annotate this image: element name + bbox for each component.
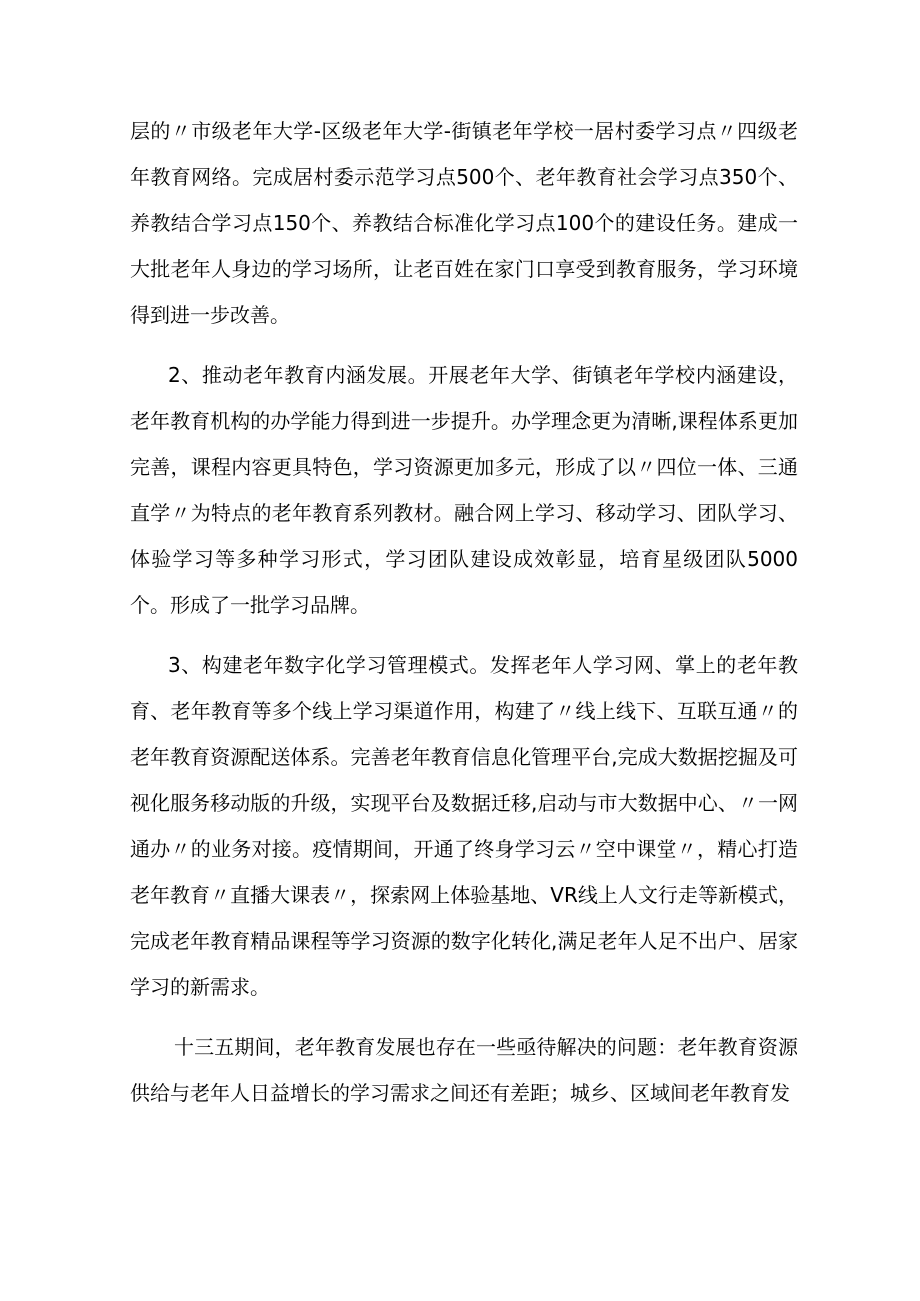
paragraph-network-intro: 层的〃市级老年大学-区级老年大学-街镇老年学校一居村委学习点〃四级老年教育网络。完成居村委示范学习点500个、老年教育社会学习点350个、养教结合学习点150个、养教结合标准化学习点100个的建设任务。建成一大批老年人身边的学习场所，让老百姓在家门口享受到教育服务，学习环境得到进一步改善。 xyxy=(130,119,798,327)
document-body xyxy=(130,108,798,1130)
paragraph-connotation-development: 2、推动老年教育内涵发展。开展老年大学、街镇老年学校内涵建设，老年教育机构的办学能力得到进一步提升。办学理念更为清晰,课程体系更加完善，课程内容更具特色，学习资源更加多元，形成了以〃四位一体、三通直学〃为特点的老年教育系列教材。融合网上学习、移动学习、团队学习、体验学习等多种学习形式，学习团队建设成效彰显，培育星级团队5000个。形成了一批学习品牌。 xyxy=(130,363,798,617)
paragraph-problems: 十三五期间，老年教育发展也存在一些亟待解决的问题：老年教育资源供给与老年人日益增长的学习需求之间还有差距；城乡、区域间老年教育发 xyxy=(130,1035,798,1105)
paragraph-digital-learning: 3、构建老年数字化学习管理模式。发挥老年人学习网、掌上的老年教育、老年教育等多个线上学习渠道作用，构建了〃线上线下、互联互通〃的老年教育资源配送体系。完善老年教育信息化管理平台,完成大数据挖掘及可视化服务移动版的升级，实现平台及数据迁移,启动与市大数据中心、〃一网通办〃的业务对接。疫情期间，开通了终身学习云〃空中课堂〃，精心打造老年教育〃直播大课表〃，探索网上体验基地、VR线上人文行走等新模式，完成老年教育精品课程等学习资源的数字化转化,满足老年人足不出户、居家学习的新需求。 xyxy=(130,653,798,999)
